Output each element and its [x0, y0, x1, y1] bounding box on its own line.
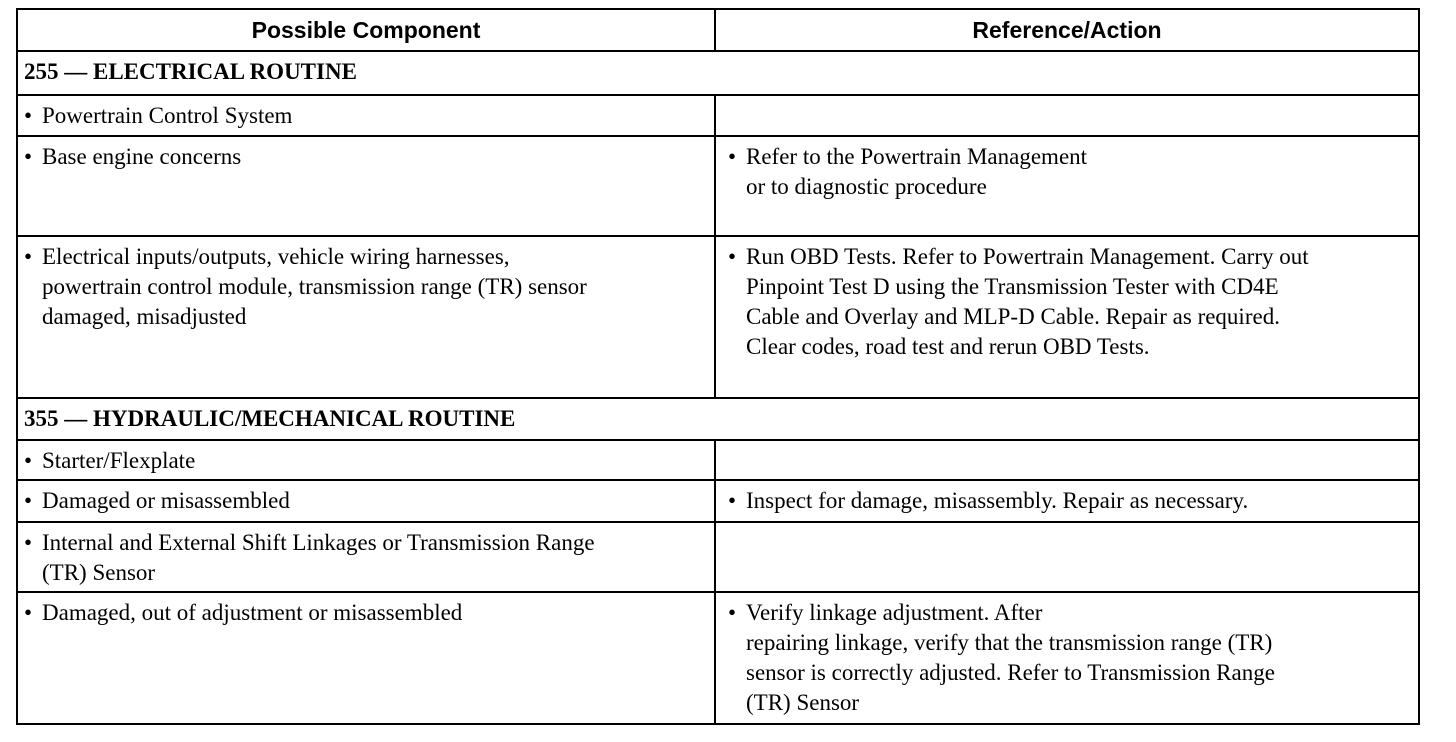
- action-cell: [716, 481, 1418, 521]
- component-cell: [18, 481, 716, 521]
- action-cell: [716, 96, 1418, 135]
- table-row: [18, 237, 1418, 399]
- bullet-icon: •: [24, 488, 33, 513]
- action-cell: [716, 441, 1418, 479]
- header-possible-component: Possible Component: [18, 10, 716, 50]
- table-row: [18, 441, 1418, 481]
- table-row: [18, 481, 1418, 523]
- action-cell: [716, 593, 1418, 723]
- bullet-icon: •: [24, 244, 33, 269]
- bullet-icon: •: [728, 144, 737, 169]
- section-header-row: [18, 399, 1418, 441]
- table-row: [18, 137, 1418, 237]
- bullet-icon: •: [24, 144, 33, 169]
- action-cell: [716, 523, 1418, 591]
- table-row: [18, 593, 1418, 723]
- bullet-icon: •: [728, 600, 737, 625]
- section-header-row: [18, 52, 1418, 96]
- bullet-icon: •: [24, 103, 33, 128]
- diagnostic-table: [16, 8, 1420, 725]
- component-text: Internal and External Shift Linkages or Transmission Range (TR) Sensor: [42, 530, 595, 585]
- bullet-icon: •: [728, 244, 737, 269]
- bullet-icon: •: [24, 448, 33, 473]
- bullet-icon: •: [728, 488, 737, 513]
- action-text: Inspect for damage, misassembly. Repair as necessary.: [746, 488, 1249, 513]
- component-text: Electrical inputs/outputs, vehicle wiring harnesses, powertrain control module, transmission range (TR) sensor damaged, misadjusted: [42, 244, 587, 329]
- component-cell: [18, 96, 716, 135]
- component-cell: [18, 593, 716, 723]
- component-text: Powertrain Control System: [42, 103, 293, 128]
- component-cell: [18, 137, 716, 235]
- component-text: Damaged, out of adjustment or misassembled: [42, 600, 463, 625]
- action-text: Refer to the Powertrain Management or to diagnostic procedure: [746, 144, 1088, 199]
- table-row: [18, 96, 1418, 137]
- header-reference-action: Reference/Action: [972, 17, 1162, 43]
- component-cell: [18, 441, 716, 479]
- action-cell: [716, 237, 1418, 397]
- bullet-icon: •: [24, 600, 33, 625]
- section-title: 255 — ELECTRICAL ROUTINE: [24, 59, 357, 84]
- component-text: Starter/Flexplate: [42, 448, 196, 473]
- action-cell: [716, 137, 1418, 235]
- component-cell: [18, 523, 716, 591]
- component-text: Base engine concerns: [42, 144, 242, 169]
- action-text: Run OBD Tests. Refer to Powertrain Management. Carry out Pinpoint Test D using the Transmission Tester with CD4E Cable and Overlay and MLP-D Cable. Repair as required. Clear codes, road test and rerun OBD Tests.: [746, 244, 1309, 359]
- action-text: Verify linkage adjustment. After repairing linkage, verify that the transmission range (TR) sensor is correctly adjusted. Refer to Transmission Range (TR) Sensor: [746, 600, 1275, 715]
- component-text: Damaged or misassembled: [42, 488, 290, 513]
- section-title: 355 — HYDRAULIC/MECHANICAL ROUTINE: [24, 406, 516, 431]
- table-row: [18, 523, 1418, 593]
- bullet-icon: •: [24, 530, 33, 555]
- component-cell: [18, 237, 716, 397]
- table-header-row: [18, 10, 1418, 52]
